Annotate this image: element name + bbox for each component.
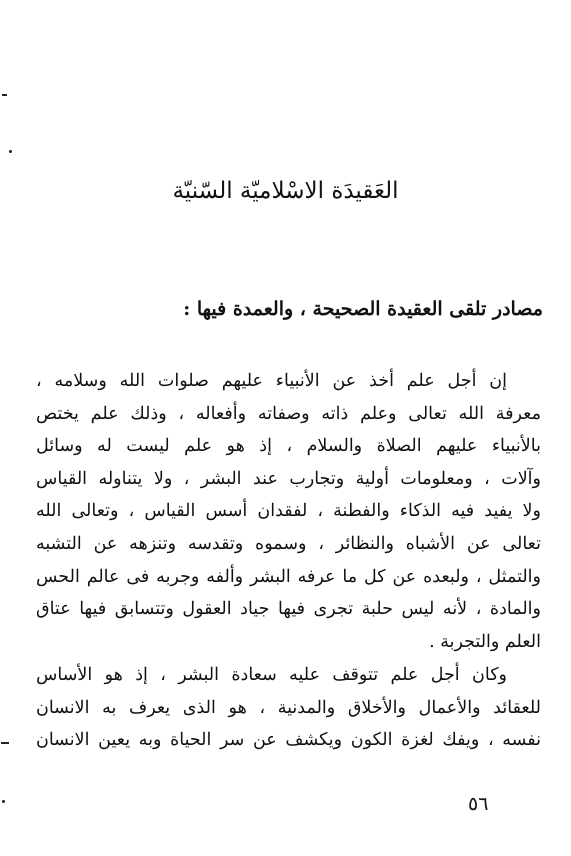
scan-speck [2, 94, 7, 96]
scan-speck [9, 150, 12, 153]
paragraph-2 [36, 659, 541, 757]
text-line: معرفة الله تعالى وعلم ذاته وصفاته وأفعاله ، وذلك علم يختص [36, 403, 541, 424]
text-line: للعقائد والأعمال والأخلاق والمدنية ، هو الذى يعرف به الانسان [36, 697, 541, 718]
paragraph-1 [36, 365, 541, 658]
text-line: والمادة ، لأنه ليس حلبة تجرى فيها جياد العقول وتتسابق فيها عتاق [36, 599, 541, 620]
text-line: نفسه ، ويفك لغزة الكون ويكشف عن سر الحياة وبه يعين الانسان [36, 730, 541, 751]
text-line: وكان أجل علم تتوقف عليه سعادة البشر ، إذ هو الأساس [36, 665, 507, 685]
text-line: ولا يفيد فيه الذكاء والفطنة ، لفقدان أسس القياس ، وتعالى الله [36, 501, 541, 522]
text-line: وآلات ، ومعلومات أولية وتجارب عند البشر ، ولا يتناوله القياس [36, 468, 541, 489]
scan-speck [2, 800, 5, 803]
page-title: العَقيدَة الاسْلاميّة السّنيّة [172, 178, 399, 204]
text-line: بالأنبياء عليهم الصلاة والسلام ، إذ هو علم ليست له وسائل [36, 436, 541, 457]
page-number: ٥٦ [468, 793, 489, 815]
text-line: إن أجل علم أخذ عن الأنبياء عليهم صلوات الله وسلامه ، [36, 371, 507, 391]
text-line: تعالى عن الأشباه والنظائر ، وسموه وتقدسه وتنزهه عن التشبه [36, 533, 541, 554]
section-heading: مصادر تلقى العقيدة الصحيحة ، والعمدة فيها : [183, 298, 543, 320]
text-line: والتمثل ، ولبعده عن كل ما عرفه البشر وألفه وجربه فى عالم الحس [36, 566, 541, 587]
text-line: العلم والتجربة . [429, 631, 541, 652]
scan-speck [1, 742, 9, 744]
